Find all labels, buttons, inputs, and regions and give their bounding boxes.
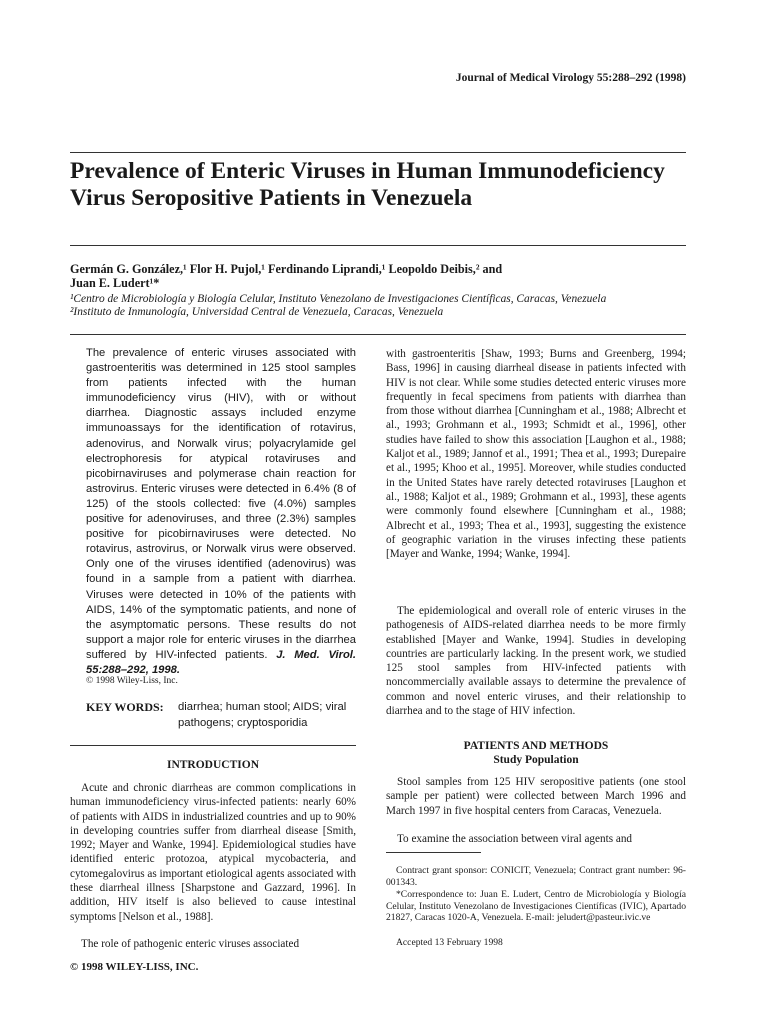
methods-heading: PATIENTS AND METHODS: [463, 740, 609, 752]
footnote-rule: [386, 852, 481, 853]
introduction-heading: INTRODUCTION: [166, 759, 259, 771]
methods-paragraph-1: Stool samples from 125 HIV seropositive patients (one stool sample per patient) were collected between March 1996 and March 1997 in five hospital centers from Caracas, Venezuela.: [386, 776, 686, 817]
affiliation-2: ²Instituto de Inmunología, Universidad Central de Venezuela, Caracas, Venezuela: [70, 306, 444, 318]
intro-paragraph-1: Acute and chronic diarrheas are common complications in human immunodeficiency virus-infected patients: nearly 60% of patients with AIDS in industrialized countries and up to 90% in developing countries suffer from diarrheal disease [Smith, 1992; Mayer and Wanke, 1994]. Epidemiological studies have identified enteric protozoa, atypical mycobacteria, and cytomegalovirus as important etiological agents associated with these diarrheal illness [Sharpstone and Gazzard, 1996]. In addition, HIV itself is also believed to cause intestinal symptoms [Nelson et al., 1988].: [70, 782, 356, 923]
footnote-grant: Contract grant sponsor: CONICIT, Venezuela; Contract grant number: 96-001343.: [386, 865, 686, 888]
intro-paragraph-2: The role of pathogenic enteric viruses associated: [81, 938, 300, 950]
abstract-citation: J. Med. Virol. 55:288–292, 1998.: [86, 648, 357, 676]
abstract-copyright: © 1998 Wiley-Liss, Inc.: [86, 676, 178, 686]
intro-top-rule: [70, 745, 356, 746]
study-population-subheading: Study Population: [493, 754, 579, 766]
author-list: [70, 262, 686, 290]
keywords-value: diarrhea; human stool; AIDS; viral pathogens; cryptosporidia: [178, 701, 347, 729]
right-paragraph-2: The epidemiological and overall role of enteric viruses in the pathogenesis of AIDS-related diarrhea needs to be more firmly established [Mayer and Wanke, 1994]. Studies in developing countries are particularly lacking. In the present work, we studied 125 stool samples from HIV-infected patients with noncommercially available assays to determine the prevalence of common and novel enteric viruses, and their relationship to diarrhea and to the stage of HIV infection.: [386, 605, 686, 718]
footnote-correspondence: *Correspondence to: Juan E. Ludert, Centro de Microbiología y Biología Celular, Instituto Venezolano de Investigaciones Científicas (IVIC), Apartado 21827, Caracas 1020-A, Venezuela. E-mail: jeludert@pasteur.ivic.ve: [386, 889, 686, 924]
footnote-accepted: Accepted 13 February 1998: [396, 937, 503, 948]
affiliation-1: ¹Centro de Microbiología y Biología Celular, Instituto Venezolano de Investigaciones Científicas, Caracas, Venezuela: [70, 293, 607, 305]
journal-citation-header: Journal of Medical Virology 55:288–292 (1998): [455, 72, 686, 84]
footer-copyright: © 1998 WILEY-LISS, INC.: [70, 961, 199, 973]
methods-paragraph-2: To examine the association between viral agents and: [397, 833, 633, 845]
author-line-1: Germán G. González,¹ Flor H. Pujol,¹ Ferdinando Liprandi,¹ Leopoldo Deibis,² and: [70, 262, 503, 276]
author-line-2: Juan E. Ludert¹*: [70, 276, 160, 290]
keywords-label: KEY WORDS:: [86, 700, 164, 714]
abstract-text: The prevalence of enteric viruses associated with gastroenteritis was determined in 125 stool samples from patients infected with the human immunodeficiency virus (HIV), with or without diarrhea. Diagnostic assays included enzyme immunoassays for the identification of rotavirus, adenovirus, and Norwalk virus; polyacrylamide gel electrophoresis for atypical rotaviruses and picobirnaviruses and polymerase chain reaction for astrovirus. Enteric viruses were detected in 6.4% (8 of 125) of the stools collected: five (4.0%) samples positive for adenoviruses, and three (2.3%) samples positive for picobirnaviruses were detected. No rotavirus, astrovirus, or Norwalk virus were observed. Only one of the viruses identified (adenovirus) was found in a sample from a patient with diarrhea. Viruses were detected in 10% of the patients with AIDS, 14% of the symptomatic patients, and none of the asymptomatic persons. These results do not support a major role for enteric viruses in the diarrhea suffered by HIV-infected patients.: [86, 347, 356, 661]
abstract-block: [86, 346, 356, 678]
title-top-rule: [70, 152, 686, 153]
abstract-top-rule: [70, 334, 686, 335]
title-bottom-rule: [70, 245, 686, 246]
right-paragraph-1: with gastroenteritis [Shaw, 1993; Burns and Greenberg, 1994; Bass, 1996] in causing diarrheal disease in patients infected with HIV is not clear. While some studies detected enteric viruses more frequently in fecal specimens from patients with diarrhea than from those without diarrhea [Cunningham et al., 1988; Albrecht et al., 1993; Grohmann et al., 1993; Schmidt et al., 1996], other studies have failed to show this association [Laughon et al., 1988; Kaljot et al., 1989; Jannof et al., 1991; Thea et al., 1993; Durepaire et al., 1995; Khoo et al., 1995]. Moreover, while studies conducted in the United States have rarely detected rotaviruses [Laughon et al., 1988; Kaljot et al., 1989; Grohmann et al., 1993], these agents were commonly found elsewhere [Cunningham et al., 1988; Albrecht et al., 1993; Thea et al., 1993], suggesting the existence of geographic variation in the viruses infecting these patients [Mayer and Wanke, 1994; Wanke, 1994].: [386, 348, 686, 561]
article-title: Prevalence of Enteric Viruses in Human Immunodeficiency Virus Seropositive Patients in Venezuela: [70, 158, 665, 211]
